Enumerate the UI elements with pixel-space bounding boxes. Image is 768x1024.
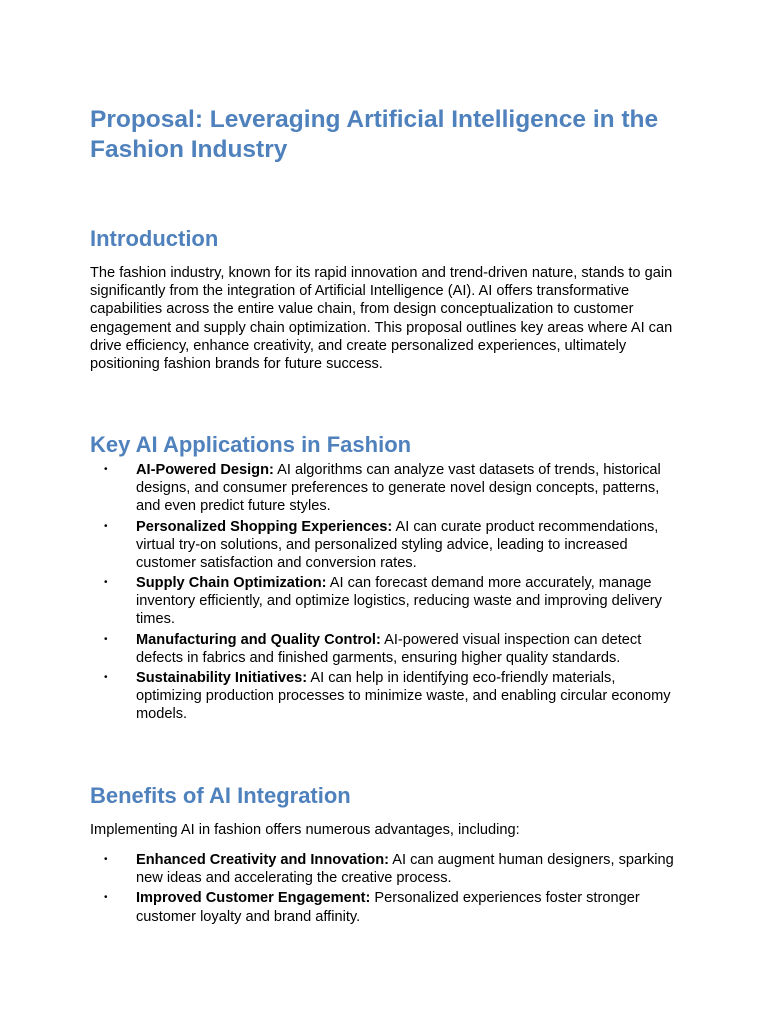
- list-item-text: AI algorithms can analyze vast datasets of trends, historical designs, and consumer preferences to generate novel design concepts, patterns, and even predict future styles.: [136, 462, 661, 515]
- document-title: Proposal: Leveraging Artificial Intelligence in the Fashion Industry: [90, 106, 659, 163]
- list-item: [90, 518, 680, 573]
- introduction-paragraph: The fashion industry, known for its rapid innovation and trend-driven nature, stands to gain significantly from the integration of Artificial Intelligence (AI). AI offers transformative capabilities across the entire value chain, from design conceptualization to customer engagement and supply chain optimization. This proposal outlines key areas where AI can drive efficiency, enhance creativity, and create personalized experiences, ultimately positioning fashion brands for future success.: [90, 265, 673, 373]
- list-item-text: AI-powered visual inspection can detect defects in fabrics and finished garments, ensuring higher quality standards.: [136, 631, 642, 666]
- list-item: [90, 461, 680, 516]
- applications-heading: Key AI Applications in Fashion: [90, 432, 412, 457]
- list-item-text: AI can help in identifying eco-friendly materials, optimizing production processes to minimize waste, and enabling circular economy models.: [136, 669, 671, 723]
- list-item-text: AI can augment human designers, sparking new ideas and accelerating the creative process.: [136, 852, 674, 887]
- benefits-list: [90, 851, 680, 928]
- applications-list: [90, 461, 680, 725]
- bullet-icon: •: [104, 520, 108, 532]
- list-item: [90, 669, 680, 724]
- benefits-intro: Implementing AI in fashion offers numerous advantages, including:: [90, 822, 520, 838]
- list-item: [90, 574, 680, 629]
- list-item-term: Enhanced Creativity and Innovation:: [136, 852, 389, 868]
- list-item-term: AI-Powered Design:: [136, 462, 274, 478]
- introduction-heading: Introduction: [90, 226, 219, 251]
- list-item-term: Improved Customer Engagement:: [136, 890, 371, 907]
- bullet-icon: •: [104, 577, 108, 588]
- list-item-text: AI can curate product recommendations, virtual try-on solutions, and personalized styling advice, leading to increased customer satisfaction and conversion rates.: [136, 518, 659, 571]
- list-item-term: Sustainability Initiatives:: [136, 669, 308, 686]
- bullet-icon: •: [104, 854, 108, 865]
- list-item-term: Personalized Shopping Experiences:: [136, 518, 393, 535]
- bullet-icon: •: [104, 892, 108, 904]
- bullet-icon: •: [104, 633, 108, 645]
- list-item: [90, 851, 680, 887]
- bullet-icon: •: [104, 464, 108, 475]
- list-item: [90, 631, 680, 667]
- bullet-icon: •: [104, 671, 108, 683]
- list-item-term: Manufacturing and Quality Control:: [136, 631, 381, 648]
- benefits-heading: Benefits of AI Integration: [90, 783, 351, 808]
- list-item-term: Supply Chain Optimization:: [136, 575, 327, 591]
- list-item: [90, 889, 680, 925]
- list-item-text: AI can forecast demand more accurately, manage inventory efficiently, and optimize logistics, reducing waste and improving delivery times.: [136, 575, 662, 628]
- list-item-text: Personalized experiences foster stronger customer loyalty and brand affinity.: [136, 890, 640, 925]
